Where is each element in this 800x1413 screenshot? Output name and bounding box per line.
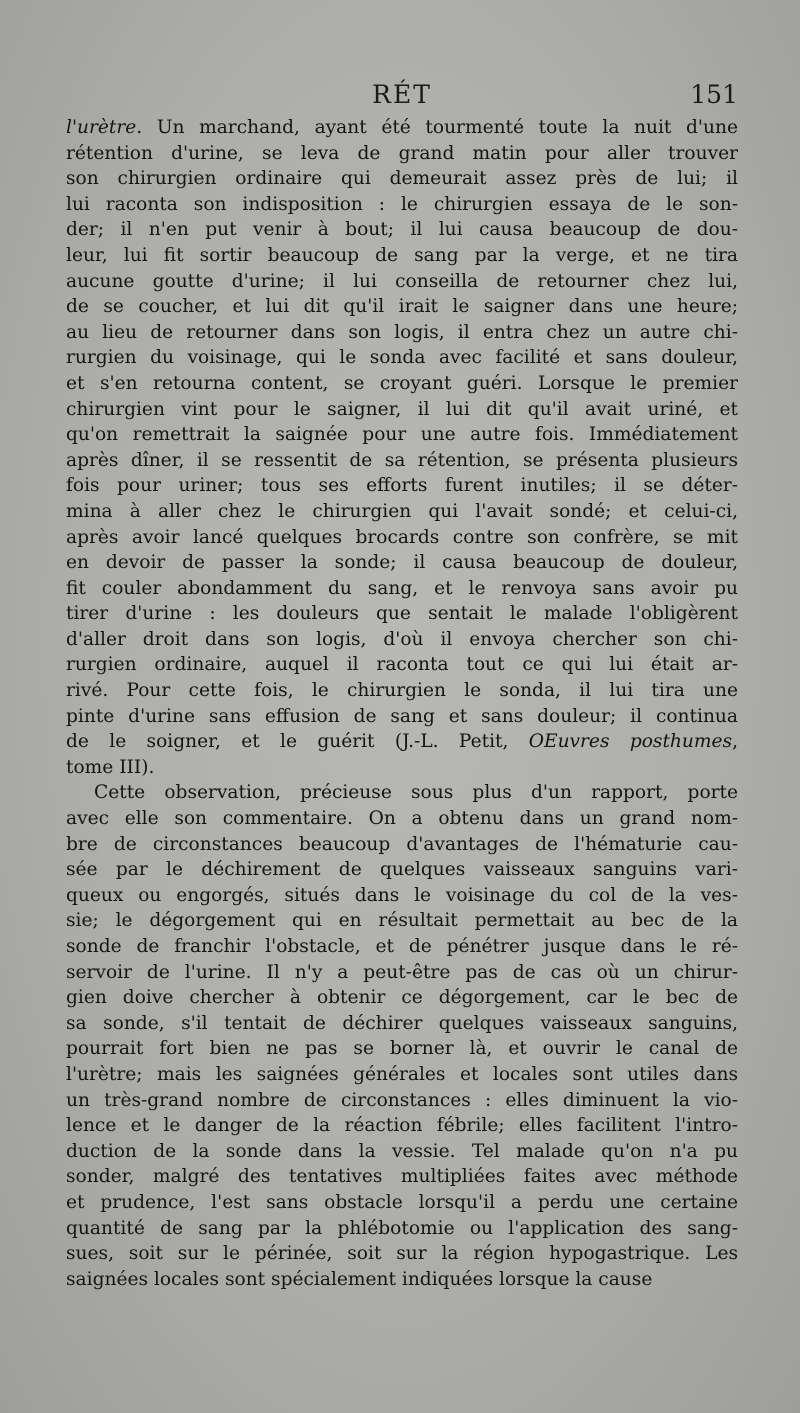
text-line: [66, 883, 738, 909]
line-text: der; il n'en put venir à bout; il lui causa beaucoup de dou-: [66, 219, 738, 241]
text-line: [66, 652, 738, 678]
italic-text: l'urètre.: [66, 117, 143, 138]
line-text: queux ou engorgés, situés dans le voisinage du col de la ves-: [66, 884, 738, 906]
line-text: leur, lui fit sortir beaucoup de sang par la verge, et ne tira: [66, 244, 738, 266]
line-text: duction de la sonde dans la vessie. Tel malade qu'on n'a pu: [66, 1140, 738, 1162]
text-line: [66, 832, 738, 858]
text-line: [66, 1241, 738, 1267]
line-text: rurgien du voisinage, qui le sonda avec facilité et sans douleur,: [66, 347, 738, 369]
running-title: RÉT: [372, 80, 432, 109]
line-text: après dîner, il se ressentit de sa rétention, se présenta plusieurs: [66, 449, 738, 471]
text-line: [66, 1190, 738, 1216]
text-line: [66, 550, 738, 576]
text-line: [66, 320, 738, 346]
line-text: l'urètre; mais les saignées générales et locales sont utiles dans: [66, 1063, 738, 1085]
text-line: [66, 345, 738, 371]
text-line: [66, 1216, 738, 1242]
line-text: sie; le dégorgement qui en résultait permettait au bec de la: [66, 910, 738, 932]
text-line: [66, 908, 738, 934]
line-text: saignées locales sont spécialement indiquées lorsque la cause: [66, 1268, 653, 1290]
line-text: lence et le danger de la réaction fébrile; elles facilitent l'intro-: [66, 1115, 738, 1137]
line-text: gien doive chercher à obtenir ce dégorgement, car le bec de: [66, 987, 738, 1009]
text-line: [66, 525, 738, 551]
text-line: [66, 985, 738, 1011]
text-line: [66, 1164, 738, 1190]
line-text: mina à aller chez le chirurgien qui l'avait sondé; et celui-ci,: [66, 500, 738, 522]
line-text: sonde de franchir l'obstacle, et de pénétrer jusque dans le ré-: [66, 936, 738, 957]
text-line: [66, 141, 738, 167]
text-line: [66, 678, 738, 704]
line-text: rivé. Pour cette fois, le chirurgien le sonda, il lui tira une: [66, 680, 738, 702]
text-line: [66, 576, 738, 602]
line-text: et prudence, l'est sans obstacle lorsqu'il a perdu une certaine: [66, 1191, 738, 1213]
text-line: [66, 934, 738, 960]
line-text: sa sonde, s'il tentait de déchirer quelques vaisseaux sanguins,: [66, 1012, 738, 1034]
line-text: aucune goutte d'urine; il lui conseilla de retourner chez lui,: [66, 270, 738, 292]
text-line: [66, 217, 738, 243]
italic-text: OEuvres posthumes: [528, 731, 733, 753]
text-line: [66, 960, 738, 986]
text-line: [66, 166, 738, 192]
text-line: [66, 243, 738, 269]
line-text: lui raconta son indisposition : le chirurgien essaya de le son-: [66, 193, 738, 215]
line-text: pourrait fort bien ne pas se borner là, et ouvrir le canal de: [66, 1038, 738, 1060]
text-line: [66, 448, 738, 474]
line-text: fois pour uriner; tous ses efforts furent inutiles; il se déter-: [66, 475, 738, 497]
line-text: en devoir de passer la sonde; il causa beaucoup de douleur,: [66, 552, 738, 574]
text-line: [66, 1088, 738, 1114]
page-number: 151: [690, 80, 738, 109]
text-line: [66, 1036, 738, 1062]
text-line: [66, 806, 738, 832]
text-line: [66, 1267, 738, 1293]
line-text: bre de circonstances beaucoup d'avantages de l'hématurie cau-: [66, 833, 738, 855]
line-text: rurgien ordinaire, auquel il raconta tout ce qui lui était ar-: [66, 654, 738, 676]
line-text: rétention d'urine, se leva de grand matin pour aller trouver: [66, 142, 738, 164]
text-line: [66, 269, 738, 295]
line-text: et s'en retourna content, se croyant guéri. Lorsque le premier: [66, 372, 738, 394]
text-line: [66, 1139, 738, 1165]
page-header: [66, 80, 738, 110]
paragraph: [66, 780, 738, 1292]
line-text: tirer d'urine : les douleurs que sentait le malade l'obligèrent: [66, 603, 738, 625]
line-text: pinte d'urine sans effusion de sang et sans douleur; il continua: [66, 705, 738, 727]
line-text: au lieu de retourner dans son logis, il entra chez un autre chi-: [66, 321, 738, 343]
line-text: Un marchand, ayant été tourmenté toute la nuit d'une: [142, 117, 738, 138]
text-line: [66, 397, 738, 423]
line-text: son chirurgien ordinaire qui demeurait assez près de lui; il: [66, 168, 738, 190]
line-text: de le soigner, et le guérit (J.-L. Petit,: [66, 731, 529, 753]
line-text: servoir de l'urine. Il n'y a peut-être pas de cas où un chirur-: [66, 961, 738, 983]
line-text: sonder, malgré des tentatives multipliées faites avec méthode: [66, 1166, 738, 1188]
text-line: [66, 192, 738, 218]
line-text: après avoir lancé quelques brocards contre son confrère, se mit: [66, 526, 738, 548]
line-text: sée par le déchirement de quelques vaisseaux sanguins vari-: [66, 859, 738, 881]
text-line: [66, 704, 738, 730]
text-line: [66, 1011, 738, 1037]
line-text: qu'on remettrait la saignée pour une autre fois. Immédiatement: [66, 424, 738, 446]
line-text: chirurgien vint pour le saigner, il lui dit qu'il avait uriné, et: [66, 398, 738, 420]
line-text: sues, soit sur le périnée, soit sur la région hypogastrique. Les: [66, 1243, 738, 1265]
text-line: [66, 1113, 738, 1139]
line-text: tome III).: [66, 756, 155, 778]
text-line: [66, 601, 738, 627]
body-text: [66, 115, 738, 1292]
text-line: [66, 1062, 738, 1088]
line-text: quantité de sang par la phlébotomie ou l'application des sang-: [66, 1217, 738, 1239]
line-text: ,: [732, 731, 738, 753]
text-line: [66, 294, 738, 320]
line-text: Cette observation, précieuse sous plus d'un rapport, porte: [94, 782, 738, 804]
text-line: [66, 755, 738, 781]
line-text: fit couler abondamment du sang, et le renvoya sans avoir pu: [66, 577, 738, 599]
text-line: [66, 857, 738, 883]
line-text: d'aller droit dans son logis, d'où il envoya chercher son chi-: [66, 628, 738, 650]
line-text: de se coucher, et lui dit qu'il irait le saigner dans une heure;: [66, 296, 738, 318]
paragraph: [66, 115, 738, 780]
text-line: [66, 780, 738, 806]
text-line: [66, 499, 738, 525]
text-line: [66, 371, 738, 397]
line-text: un très-grand nombre de circonstances : elles diminuent la vio-: [66, 1089, 738, 1111]
text-line: [66, 729, 738, 755]
text-line: [66, 627, 738, 653]
line-text: avec elle son commentaire. On a obtenu dans un grand nom-: [66, 808, 738, 830]
text-line: [66, 422, 738, 448]
text-line: [66, 473, 738, 499]
text-line: [66, 115, 738, 141]
